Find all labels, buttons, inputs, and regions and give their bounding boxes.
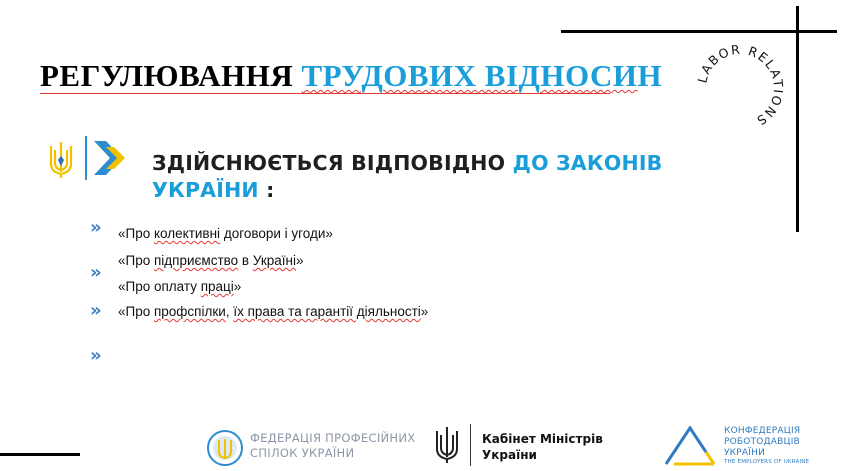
law-text-spellcheck: колективні bbox=[153, 226, 221, 241]
law-text: «Про bbox=[118, 226, 154, 241]
law-text: » bbox=[420, 304, 429, 319]
law-text-spellcheck: підприємство bbox=[153, 253, 239, 268]
title-part-blue bbox=[301, 58, 662, 93]
title-part-black: РЕГУЛЮВАННЯ bbox=[40, 58, 302, 93]
subtitle-black: ЗДІЙСНЮЄТЬСЯ ВІДПОВІДНО bbox=[152, 151, 513, 175]
cmu-name-line: України bbox=[482, 448, 537, 462]
fpu-name bbox=[250, 431, 415, 461]
chevron-arrow-icon bbox=[92, 137, 132, 179]
law-text: «Про bbox=[118, 304, 154, 319]
subtitle-blue: ДО ЗАКОНІВ УКРАЇНИ bbox=[152, 151, 663, 202]
bullet-chevron-icon: » bbox=[90, 345, 102, 366]
law-text: «Про оплату bbox=[118, 279, 201, 294]
emblem-divider bbox=[85, 136, 87, 180]
law-item bbox=[118, 226, 333, 241]
fpu-logo-icon bbox=[205, 428, 245, 468]
law-text: договори і угоди» bbox=[220, 226, 333, 241]
law-item bbox=[118, 253, 303, 268]
subtitle-colon: : bbox=[258, 178, 275, 202]
law-item bbox=[118, 279, 241, 294]
kru-subtitle: THE EMPLOYERS OF UKRAINE bbox=[724, 459, 810, 465]
cmu-name-line: Кабінет Міністрів bbox=[482, 432, 603, 446]
law-item bbox=[118, 304, 428, 319]
law-text-spellcheck: Україні bbox=[252, 253, 296, 268]
law-text: » bbox=[233, 279, 242, 294]
cmu-divider bbox=[470, 424, 471, 466]
law-text-spellcheck: їх права та гарантії діяльності bbox=[233, 304, 421, 319]
cmu-trident-icon bbox=[434, 425, 460, 465]
law-text: в bbox=[238, 253, 253, 268]
bullet-chevron-icon: » bbox=[90, 262, 102, 283]
law-text-spellcheck: профспілки bbox=[153, 304, 226, 319]
labor-relations-circle-text bbox=[692, 40, 788, 136]
law-text: «Про bbox=[118, 253, 154, 268]
kru-triangle-logo-icon bbox=[662, 422, 718, 468]
title-underline-red bbox=[40, 93, 610, 94]
kru-name bbox=[724, 426, 800, 459]
law-text-spellcheck: праці bbox=[200, 279, 234, 294]
trident-icon bbox=[48, 140, 74, 180]
bullet-chevron-icon: » bbox=[90, 300, 102, 321]
kru-name-line: КОНФЕДЕРАЦІЯ bbox=[724, 426, 801, 436]
bullet-chevron-icon: » bbox=[90, 217, 102, 238]
law-text: , bbox=[225, 304, 234, 319]
slide-title bbox=[40, 58, 662, 94]
slide-subtitle bbox=[152, 150, 712, 204]
kru-name-line: УКРАЇНИ bbox=[724, 448, 766, 458]
fpu-name-line: СПІЛОК УКРАЇНИ bbox=[250, 446, 355, 460]
title-blue-end: Н bbox=[637, 58, 663, 93]
kru-name-line: РОБОТОДАВЦІВ bbox=[724, 437, 800, 447]
title-blue-squiggle: ТРУДОВИХ ВІДНОСИ bbox=[301, 58, 638, 93]
fpu-name-line: ФЕДЕРАЦІЯ ПРОФЕСІЙНИХ bbox=[250, 431, 416, 445]
law-text: » bbox=[295, 253, 304, 268]
bottom-left-line bbox=[0, 453, 80, 456]
top-right-vertical-line bbox=[796, 6, 799, 232]
cmu-name bbox=[482, 431, 603, 463]
circle-text-path: LABOR RELATIONS bbox=[694, 41, 787, 130]
svg-text:LABOR RELATIONS bbox=[694, 42, 786, 129]
